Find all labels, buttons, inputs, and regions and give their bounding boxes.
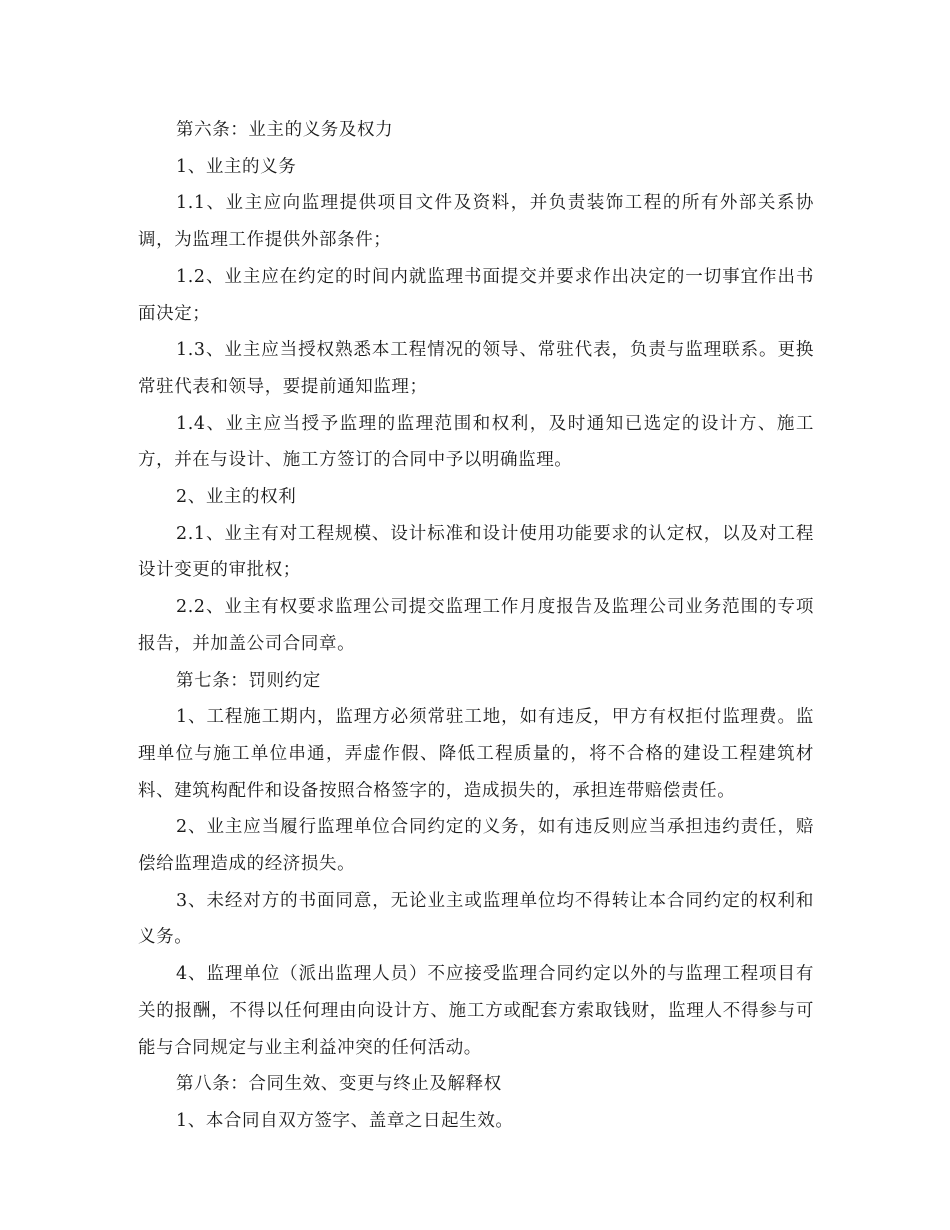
penalty-clause-4: 4、监理单位（派出监理人员）不应接受监理合同约定以外的与监理工程项目有关的报酬，不得以任何理由向设计方、施工方或配套方索取钱财，监理人不得参与可能与合同规定与业主利益冲突的任何活动。: [138, 964, 814, 1058]
article-6-heading: 第六条：业主的义务及权力: [176, 120, 394, 140]
clause-1-2: 1.2、业主应在约定的时间内就监理书面提交并要求作出决定的一切事宜作出书面决定；: [138, 266, 814, 324]
clause-1-4: 1.4、业主应当授予监理的监理范围和权利，及时通知已选定的设计方、施工方，并在与设计、施工方签订的合同中予以明确监理。: [138, 413, 814, 471]
clause-1-1: 1.1、业主应向监理提供项目文件及资料，并负责装饰工程的所有外部关系协调，为监理工作提供外部条件；: [138, 193, 814, 251]
clause-2-1: 2.1、业主有对工程规模、设计标准和设计使用功能要求的认定权，以及对工程设计变更的审批权；: [138, 523, 814, 581]
article-8-heading: 第八条：合同生效、变更与终止及解释权: [176, 1074, 502, 1095]
section-owner-rights-heading: 2、业主的权利: [176, 487, 297, 508]
penalty-clause-1: 1、工程施工期内，监理方必须常驻工地，如有违反，甲方有权拒付监理费。监理单位与施工单位串通，弄虚作假、降低工程质量的，将不合格的建设工程建筑材料、建筑构配件和设备按照合格签字的，造成损失的，承担连带赔偿责任。: [138, 707, 814, 801]
penalty-clause-2: 2、业主应当履行监理单位合同约定的义务，如有违反则应当承担违约责任，赔偿给监理造成的经济损失。: [138, 817, 814, 875]
penalty-clause-3: 3、未经对方的书面同意，无论业主或监理单位均不得转让本合同约定的权利和义务。: [138, 890, 814, 948]
article-7-heading: 第七条：罚则约定: [176, 670, 321, 691]
clause-2-2: 2.2、业主有权要求监理公司提交监理工作月度报告及监理公司业务范围的专项报告，并加盖公司合同章。: [138, 597, 814, 654]
document-body: [138, 112, 814, 1140]
clause-1-3: 1.3、业主应当授权熟悉本工程情况的领导、常驻代表，负责与监理联系。更换常驻代表和领导，要提前通知监理；: [138, 340, 814, 397]
section-owner-obligations-heading: 1、业主的义务: [176, 156, 297, 177]
effectiveness-clause-1: 1、本合同自双方签字、盖章之日起生效。: [176, 1110, 514, 1131]
